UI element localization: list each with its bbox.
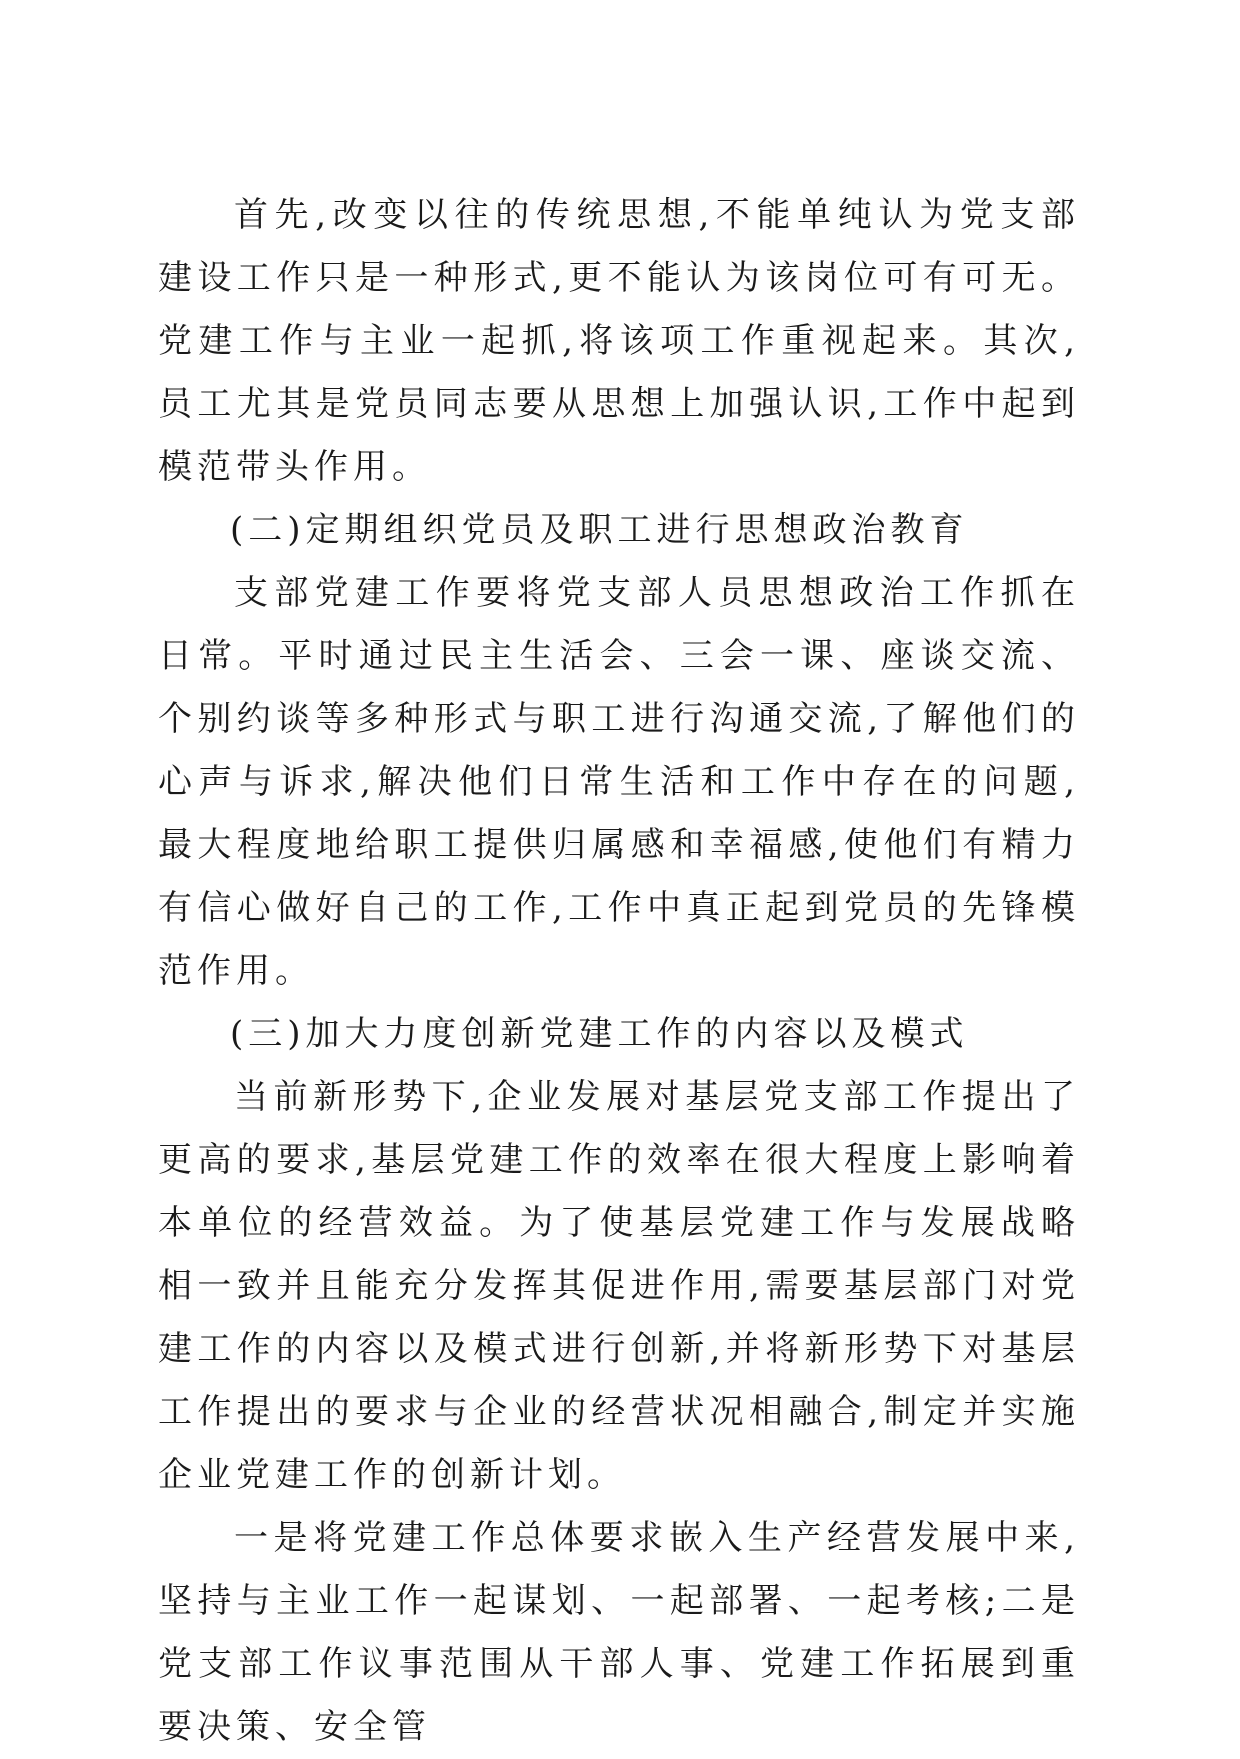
paragraph-innovation: 当前新形势下,企业发展对基层党支部工作提出了更高的要求,基层党建工作的效率在很大程度上影响着本单位的经营效益。为了使基层党建工作与发展战略相一致并且能充分发挥其促进作用,需要基层部门对党建工作的内容以及模式进行创新,并将新形势下对基层工作提出的要求与企业的经营状况相融合,制定并实施企业党建工作的创新计划。 (158, 1077, 1080, 1495)
paragraph-political-education: 支部党建工作要将党支部人员思想政治工作抓在日常。平时通过民主生活会、三会一课、座谈交流、个别约谈等多种形式与职工进行沟通交流,了解他们的心声与诉求,解决他们日常生活和工作中存在的问题,最大程度地给职工提供归属感和幸福感,使他们有精力有信心做好自己的工作,工作中真正起到党员的先锋模范作用。 (158, 573, 1080, 991)
section-heading-innovation: (三)加大力度创新党建工作的内容以及模式 (230, 1014, 969, 1054)
paragraph-ideology-change: 首先,改变以往的传统思想,不能单纯认为党支部建设工作只是一种形式,更不能认为该岗位可有可无。党建工作与主业一起抓,将该项工作重视起来。其次,员工尤其是党员同志要从思想上加强认识,工作中起到模范带头作用。 (158, 195, 1080, 487)
section-heading-political-education: (二)定期组织党员及职工进行思想政治教育 (230, 510, 969, 550)
document-body (158, 184, 1080, 1759)
paragraph-integration: 一是将党建工作总体要求嵌入生产经营发展中来,坚持与主业工作一起谋划、一起部署、一起考核;二是党支部工作议事范围从干部人事、党建工作拓展到重要决策、安全管 (158, 1518, 1080, 1747)
